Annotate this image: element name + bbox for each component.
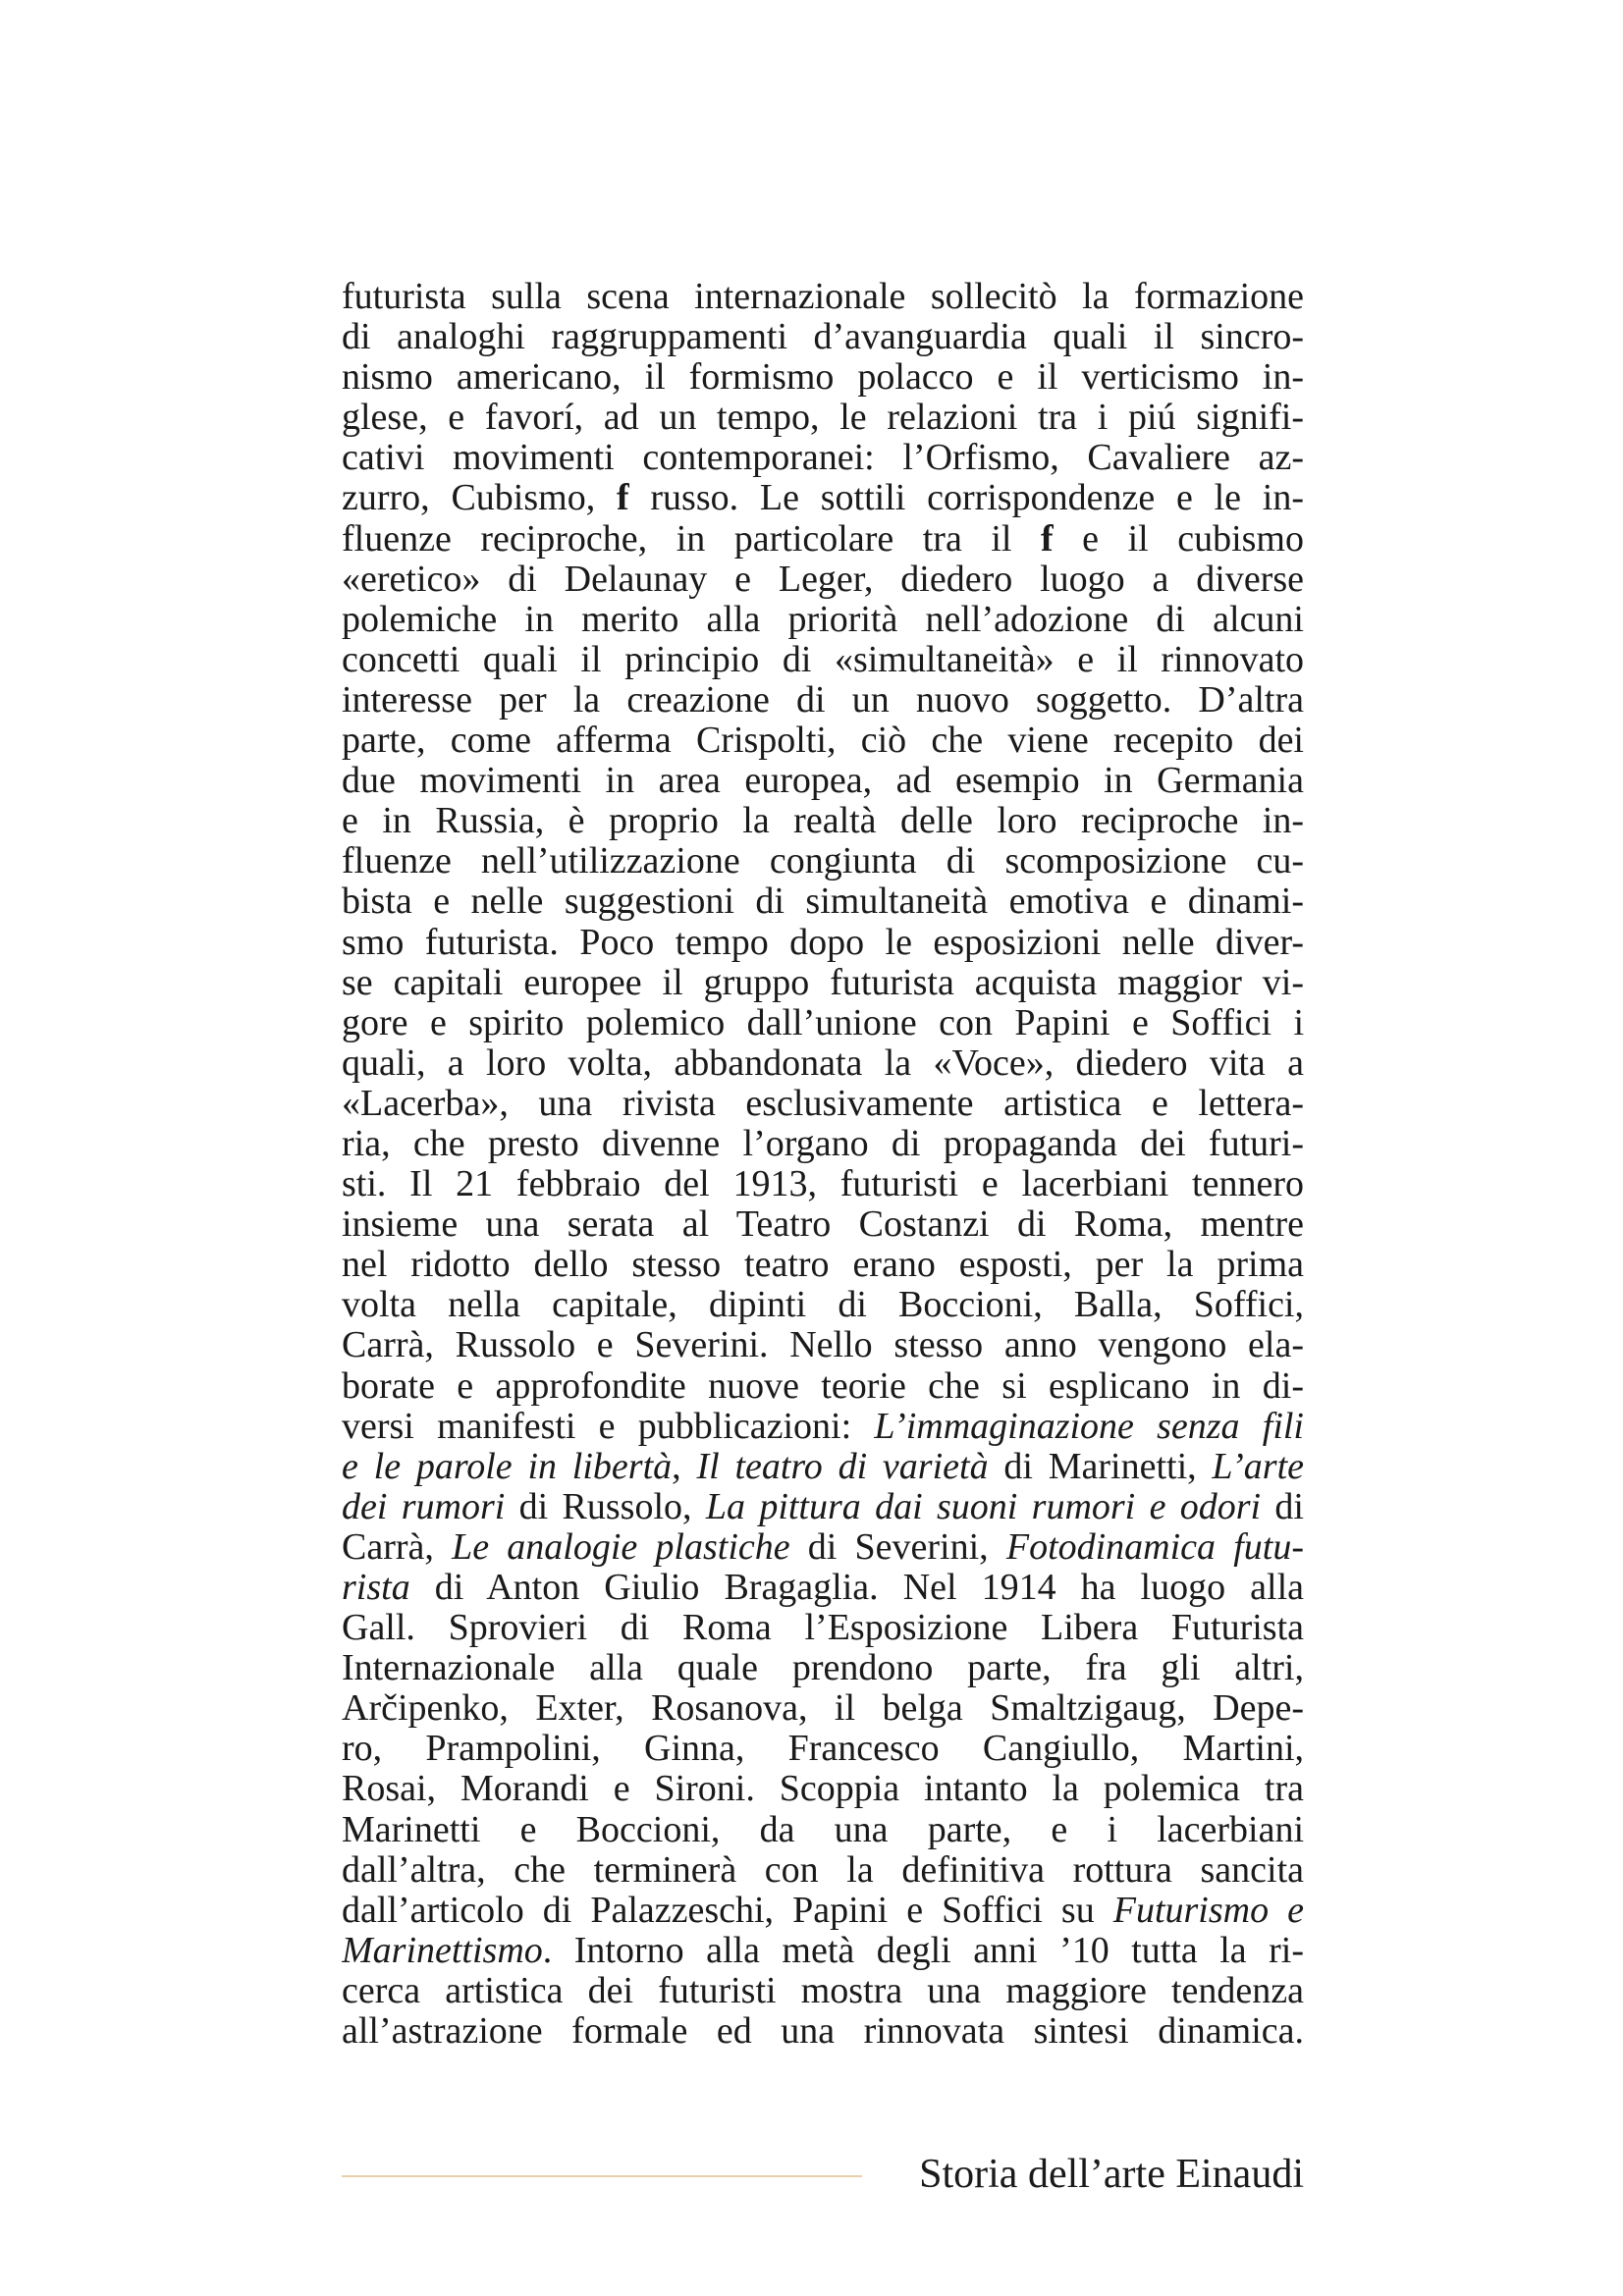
text-line [342,1891,1304,1931]
text-segment: «eretico» di Delaunay e Leger, diedero luogo a diverse [342,559,1304,600]
text-segment: Carrà, [342,1526,453,1568]
text-line [342,761,1304,801]
italic-title: Futurismo e [1112,1890,1304,1931]
text-segment: glese, e favorí, ad un tempo, le relazioni tra i piú signifi- [342,398,1304,439]
text-line [342,1447,1304,1487]
text-segment: gore e spirito polemico dall’unione con Papini e Soffici i [342,1002,1304,1043]
text-line [342,1043,1304,1084]
text-segment: e in Russia, è proprio la realtà delle loro reciproche in- [342,801,1304,842]
text-line [342,640,1304,680]
text-line [342,317,1304,357]
text-segment: quali, a loro volta, abbandonata la «Voce», diedero vita a [342,1042,1304,1084]
text-segment: Gall. Sprovieri di Roma l’Esposizione Libera Futurista [342,1608,1304,1649]
text-segment: versi manifesti e pubblicazioni: [342,1406,875,1447]
text-segment: fluenze nell’utilizzazione congiunta di scomposizione cu- [342,841,1304,882]
text-line [342,680,1304,721]
text-line [342,438,1304,478]
text-segment: ro, Prampolini, Ginna, Francesco Cangiullo, Martini, [342,1729,1304,1770]
text-segment: Internazionale alla quale prendono parte, fra gli altri, [342,1648,1304,1689]
text-segment: di [1261,1486,1304,1527]
text-line [342,1366,1304,1407]
text-line [342,1124,1304,1164]
text-segment: concetti quali il principio di «simultaneità» e il rinnovato [342,639,1304,680]
text-segment: insieme una serata al Teatro Costanzi di Roma, mentre [342,1204,1304,1246]
text-line [342,801,1304,841]
text-line [342,1729,1304,1769]
text-segment: smo futurista. Poco tempo dopo le esposizioni nelle diver- [342,922,1304,963]
italic-title: La pittura dai suoni rumori e odori [705,1486,1262,1527]
italic-title: dei rumori [342,1486,506,1527]
text-segment: se capitali europee il gruppo futurista acquista maggior vi- [342,962,1304,1003]
text-line [342,1407,1304,1447]
text-line [342,277,1304,317]
text-line [342,1285,1304,1325]
text-line [342,1245,1304,1285]
text-segment: polemiche in merito alla priorità nell’adozione di alcuni [342,599,1304,640]
text-segment: di Anton Giulio Bragaglia. Nel 1914 ha luogo alla [409,1568,1304,1608]
text-segment: nismo americano, il formismo polacco e il verticismo in- [342,357,1304,399]
text-line [342,1931,1304,1971]
text-line [342,923,1304,963]
italic-title: Il teatro di varietà [696,1446,989,1487]
text-line [342,1084,1304,1124]
text-segment: di Marinetti, [988,1446,1213,1487]
text-segment: interesse per la creazione di un nuovo soggetto. D’altra [342,679,1304,721]
text-line [342,600,1304,640]
footer-title: Storia dell’arte Einaudi [919,2152,1304,2197]
text-line [342,1608,1304,1648]
text-segment: due movimenti in area europea, ad esempio in Germania [342,761,1304,802]
text-segment: e il cubismo [1053,518,1304,560]
text-segment: zurro, Cubismo, [342,478,617,519]
bold-abbreviation: f [1041,518,1054,560]
text-line [342,1527,1304,1568]
italic-title: L’immaginazione senza fili [874,1406,1304,1447]
text-segment: cerca artistica dei futuristi mostra una maggiore tendenza [342,1970,1304,2011]
text-segment: futurista sulla scena internazionale sollecitò la formazione [342,277,1304,317]
text-line [342,721,1304,761]
text-segment: Arčipenko, Exter, Rosanova, il belga Smaltzigaug, Depe- [342,1688,1304,1730]
text-segment: russo. Le sottili corrispondenze e le in- [628,478,1304,519]
text-segment: di Russolo, [505,1486,706,1527]
text-line [342,1003,1304,1043]
text-line [342,2011,1304,2052]
italic-title: rista [342,1568,410,1608]
text-line [342,963,1304,1003]
text-line [342,841,1304,881]
body-text [342,277,1304,2052]
text-segment: bista e nelle suggestioni di simultaneità emotiva e dinami- [342,881,1304,923]
italic-title: Marinettismo [342,1930,543,1971]
text-line [342,1204,1304,1245]
italic-title: Le analogie plastiche [452,1526,790,1568]
text-segment: volta nella capitale, dipinti di Boccioni, Balla, Soffici, [342,1285,1304,1326]
text-segment: all’astrazione formale ed una rinnovata sintesi dinamica. [342,2011,1304,2053]
text-segment: , [672,1446,697,1487]
text-line [342,1487,1304,1527]
text-segment: sti. Il 21 febbraio del 1913, futuristi e lacerbiani tennero [342,1164,1304,1205]
text-line [342,519,1304,560]
text-line [342,398,1304,438]
text-line [342,478,1304,518]
text-segment: di Severini, [789,1526,1006,1568]
text-line [342,1568,1304,1608]
text-segment: di analoghi raggruppamenti d’avanguardia quali il sincro- [342,317,1304,358]
text-line [342,1971,1304,2011]
text-segment: dall’articolo di Palazzeschi, Papini e Soffici su [342,1890,1113,1931]
text-segment: . Intorno alla metà degli anni ’10 tutta la ri- [542,1930,1304,1971]
text-segment: nel ridotto dello stesso teatro erano esposti, per la prima [342,1245,1304,1286]
text-line [342,1648,1304,1688]
text-line [342,1688,1304,1729]
text-segment: cativi movimenti contemporanei: l’Orfismo, Cavaliere az- [342,438,1304,479]
footer-rule [342,2175,862,2177]
text-segment: Rosai, Morandi e Sironi. Scoppia intanto la polemica tra [342,1769,1304,1810]
text-line [342,1850,1304,1891]
text-line [342,1164,1304,1204]
text-line [342,560,1304,600]
text-segment: Marinetti e Boccioni, da una parte, e i lacerbiani [342,1809,1304,1850]
text-segment: ria, che presto divenne l’organo di propaganda dei futuri- [342,1123,1304,1164]
text-segment: parte, come afferma Crispolti, ciò che viene recepito dei [342,721,1304,762]
text-line [342,881,1304,922]
italic-title: L’arte [1212,1446,1304,1487]
text-segment: fluenze reciproche, in particolare tra il [342,518,1041,560]
italic-title: e le parole in libertà [342,1446,673,1487]
italic-title: Fotodinamica futu- [1005,1526,1304,1568]
text-segment: «Lacerba», una rivista esclusivamente artistica e lettera- [342,1083,1304,1124]
bold-abbreviation: f [616,478,629,519]
text-segment: borate e approfondite nuove teorie che si esplicano in di- [342,1365,1304,1407]
text-segment: dall’altra, che terminerà con la definitiva rottura sancita [342,1849,1304,1891]
text-segment: Carrà, Russolo e Severini. Nello stesso anno vengono ela- [342,1325,1304,1366]
text-line [342,1769,1304,1809]
text-line [342,357,1304,398]
text-line [342,1325,1304,1365]
text-line [342,1810,1304,1850]
